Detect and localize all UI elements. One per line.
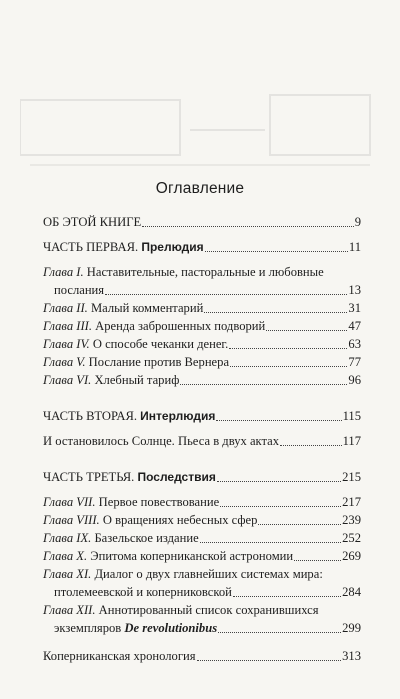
toc-entry-about[interactable]: [43, 213, 361, 231]
dot-leader: [230, 365, 347, 367]
chapter-line-1: [43, 601, 361, 619]
page-number: 313: [342, 649, 361, 663]
table-of-contents: [43, 213, 361, 665]
dot-leader: [266, 329, 347, 331]
toc-entry-chapter-6[interactable]: [43, 371, 361, 389]
toc-entry-chapter-5[interactable]: [43, 353, 361, 371]
dot-leader: [294, 559, 341, 561]
chapter-title: Аренда заброшенных подворий: [95, 319, 266, 333]
dot-leader: [233, 595, 341, 597]
toc-entry-chapter-3[interactable]: [43, 317, 361, 335]
page-number: 217: [342, 495, 361, 509]
page-number: 31: [348, 301, 361, 315]
chapter-title-cont: экземпляров: [54, 621, 122, 635]
page-number: 77: [348, 355, 361, 369]
page-number: 47: [348, 319, 361, 333]
page-number: 284: [342, 585, 361, 599]
dot-leader: [200, 541, 341, 543]
chapter-title: Первое повествование: [98, 495, 220, 509]
toc-entry-chapter-12[interactable]: [43, 601, 361, 637]
chapter-title: Базельское издание: [94, 531, 199, 545]
toc-entry-part-2[interactable]: [43, 407, 361, 425]
chapter-title: Эпитома коперниканской астрономии: [90, 549, 294, 563]
part-prefix: ЧАСТЬ ТРЕТЬЯ.: [43, 470, 135, 484]
toc-entry-chapter-8[interactable]: [43, 511, 361, 529]
chapter-title: Диалог о двух главнейших системах мира:: [94, 567, 323, 581]
page-number: 63: [348, 337, 361, 351]
entry-title: И остановилось Солнце. Пьеса в двух актах: [43, 434, 280, 448]
chapter-line-1: [43, 565, 361, 583]
dot-leader: [220, 505, 341, 507]
chapter-title: Малый комментарий: [90, 301, 204, 315]
page-number: 239: [342, 513, 361, 527]
chapter-number: Глава IX.: [43, 531, 92, 545]
page-number: 11: [348, 240, 361, 254]
toc-entry-chapter-7[interactable]: [43, 493, 361, 511]
chapter-number: Глава VIII.: [43, 513, 100, 527]
show-through-illustration: [20, 70, 380, 190]
dot-leader: [216, 419, 341, 421]
toc-entry-chronology[interactable]: [43, 647, 361, 665]
chapter-number: Глава XII.: [43, 603, 96, 617]
chapter-title-latin: De revolutionibus: [124, 621, 218, 635]
dot-leader: [217, 480, 341, 482]
part-name: Интерлюдия: [140, 409, 216, 423]
toc-entry-chapter-4[interactable]: [43, 335, 361, 353]
chapter-number: Глава VI.: [43, 373, 92, 387]
chapter-title: О способе чеканки денег.: [92, 337, 229, 351]
page-number: 9: [354, 215, 361, 229]
toc-entry-part-1[interactable]: [43, 238, 361, 256]
toc-entry-chapter-2[interactable]: [43, 299, 361, 317]
chapter-number: Глава X.: [43, 549, 88, 563]
chapter-title: Наставительные, пасторальные и любовные: [86, 265, 324, 279]
toc-title: Оглавление: [155, 180, 245, 197]
part-heading: [43, 238, 204, 256]
chapter-number: Глава II.: [43, 301, 88, 315]
page-number: 299: [342, 621, 361, 635]
part-name: Прелюдия: [141, 240, 204, 254]
page-number: 215: [342, 470, 361, 484]
chapter-line-1: [43, 263, 361, 281]
chapter-number: Глава IV.: [43, 337, 90, 351]
chapter-title: Послание против Вернера: [88, 355, 230, 369]
page-number: 117: [342, 434, 361, 448]
chapter-number: Глава XI.: [43, 567, 92, 581]
toc-entry-chapter-1[interactable]: [43, 263, 361, 299]
dot-leader: [280, 444, 342, 446]
toc-entry-chapter-10[interactable]: [43, 547, 361, 565]
dot-leader: [205, 250, 348, 252]
part-prefix: ЧАСТЬ ВТОРАЯ.: [43, 409, 138, 423]
entry-title: ОБ ЭТОЙ КНИГЕ: [43, 215, 142, 229]
chapter-title: О вращениях небесных сфер: [102, 513, 258, 527]
dot-leader: [258, 523, 341, 525]
page-number: 13: [348, 283, 361, 297]
chapter-title-cont: птолемеевской и коперниковской: [54, 585, 232, 599]
page-number: 96: [348, 373, 361, 387]
entry-title: Коперниканская хронология: [43, 649, 196, 663]
dot-leader: [180, 383, 347, 385]
part-heading: [43, 407, 215, 425]
chapter-number: Глава VII.: [43, 495, 96, 509]
chapter-title-cont: послания: [54, 283, 105, 297]
page-number: 269: [342, 549, 361, 563]
dot-leader: [105, 293, 347, 295]
dot-leader: [229, 347, 347, 349]
toc-entry-part-3[interactable]: [43, 468, 361, 486]
dot-leader: [197, 659, 342, 661]
part-name: Последствия: [137, 470, 216, 484]
page-number: 252: [342, 531, 361, 545]
dot-leader: [218, 631, 341, 633]
dot-leader: [204, 311, 347, 313]
toc-entry-play[interactable]: [43, 432, 361, 450]
dot-leader: [142, 225, 353, 227]
chapter-number: Глава V.: [43, 355, 86, 369]
toc-entry-chapter-9[interactable]: [43, 529, 361, 547]
page-number: 115: [342, 409, 361, 423]
chapter-number: Глава I.: [43, 265, 84, 279]
toc-entry-chapter-11[interactable]: [43, 565, 361, 601]
part-heading: [43, 468, 216, 486]
chapter-number: Глава III.: [43, 319, 92, 333]
chapter-title: Хлебный тариф: [94, 373, 180, 387]
part-prefix: ЧАСТЬ ПЕРВАЯ.: [43, 240, 139, 254]
chapter-title: Аннотированный список сохранившихся: [98, 603, 319, 617]
